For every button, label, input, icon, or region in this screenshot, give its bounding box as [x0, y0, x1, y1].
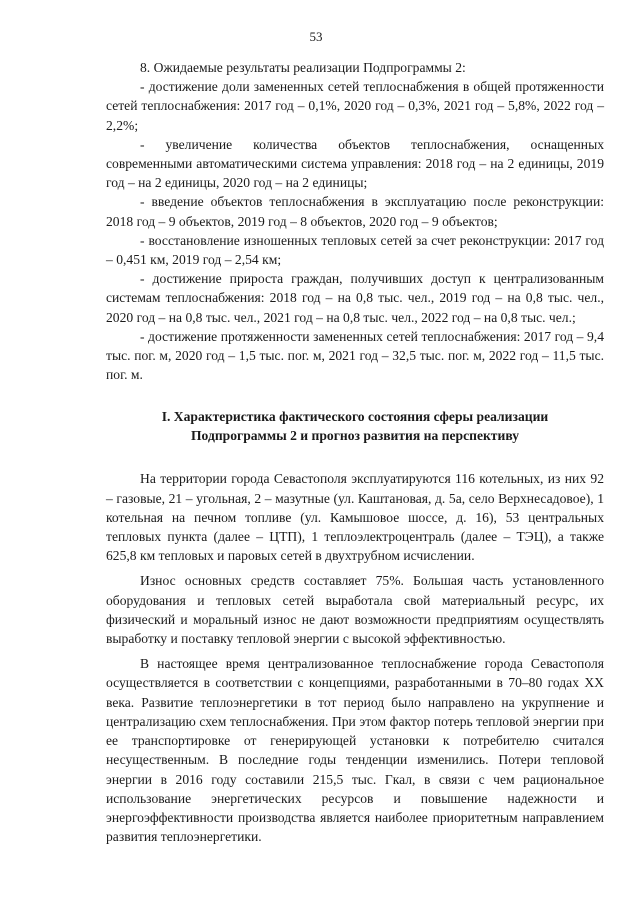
page-number: 53 [309, 29, 323, 44]
section-heading [106, 407, 604, 445]
results-item-5: - достижение прироста граждан, получивших доступ к централизованным системам теплоснабжения: 2018 год – на 0,8 тыс. чел., 2019 год – на 0,8 тыс. чел., 2020 год – на 0,8 тыс. чел., 2021 год – на 0,8 тыс. чел., 2022 год – на 0,8 тыс. чел.; [106, 271, 604, 325]
section-paragraph-3: В настоящее время централизованное теплоснабжение города Севастополя осуществляется в соответствии с концепциями, разработанными в 70–80 годах ХХ века. Развитие теплоэнергетики в тот период было направлено на укрупнение и централизацию схем теплоснабжения. При этом фактор потерь тепловой энергии при ее транспортировке от генерирующей установки к потребителю считался несущественным. В последние годы тенденции изменились. Потери тепловой энергии в 2016 году составили 215,5 тыс. Гкал, в связи с чем рациональное использование энергетических ресурсов и повышение надежности и энергоэффективности производства является наиболее приоритетным направлением развития теплоэнергетики. [106, 656, 604, 845]
results-item-1: - достижение доли замененных сетей теплоснабжения в общей протяженности сетей теплоснабжения: 2017 год – 0,1%, 2020 год – 0,3%, 2021 год – 5,8%, 2022 год – 2,2%; [106, 79, 604, 133]
section-heading-line-2: Подпрограммы 2 и прогноз развития на перспективу [190, 428, 519, 444]
results-item-6: - достижение протяженности замененных сетей теплоснабжения: 2017 год – 9,4 тыс. пог. м, 2020 год – 1,5 тыс. пог. м, 2021 год – 32,5 тыс. пог. м, 2022 год – 11,5 тыс. пог. м. [106, 328, 604, 383]
results-title: 8. Ожидаемые результаты реализации Подпрограммы 2: [140, 60, 466, 75]
results-item-2: - увеличение количества объектов теплоснабжения, оснащенных современными автоматическими система управления: 2018 год – на 2 единицы, 2019 год – на 2 единицы, 2020 год – на 2 единицы; [106, 136, 604, 191]
section-paragraph-2: Износ основных средств составляет 75%. Большая часть установленного оборудования и тепловых сетей выработала свой материальный ресурс, их физический и моральный износ не дают возможности предприятиям осуществлять выработку и поставку тепловой энергии с высокой эффективностью. [106, 573, 604, 647]
results-item-3: - введение объектов теплоснабжения в эксплуатацию после реконструкции: 2018 год – 9 объектов, 2019 год – 8 объектов, 2020 год – 9 объектов; [106, 194, 604, 229]
results-item-4: - восстановление изношенных тепловых сетей за счет реконструкции: 2017 год – 0,451 км, 2019 год – 2,54 км; [106, 232, 604, 268]
document-body [106, 58, 604, 846]
section-heading-line-1: I. Характеристика фактического состояния сферы реализации [161, 409, 549, 425]
section-paragraph-1: На территории города Севастополя эксплуатируются 116 котельных, из них 92 – газовые, 21 – угольная, 2 – мазутные (ул. Каштановая, д. 5а, село Верхнесадовое), 1 котельная на печном топливе (ул. Камышовое шоссе, д. 16), 53 центральных тепловых пункта (далее – ЦТП), 1 теплоэлектроцентраль (далее – ТЭЦ), а также 625,8 км тепловых и паровых сетей в двухтрубном исчислении. [106, 471, 604, 564]
